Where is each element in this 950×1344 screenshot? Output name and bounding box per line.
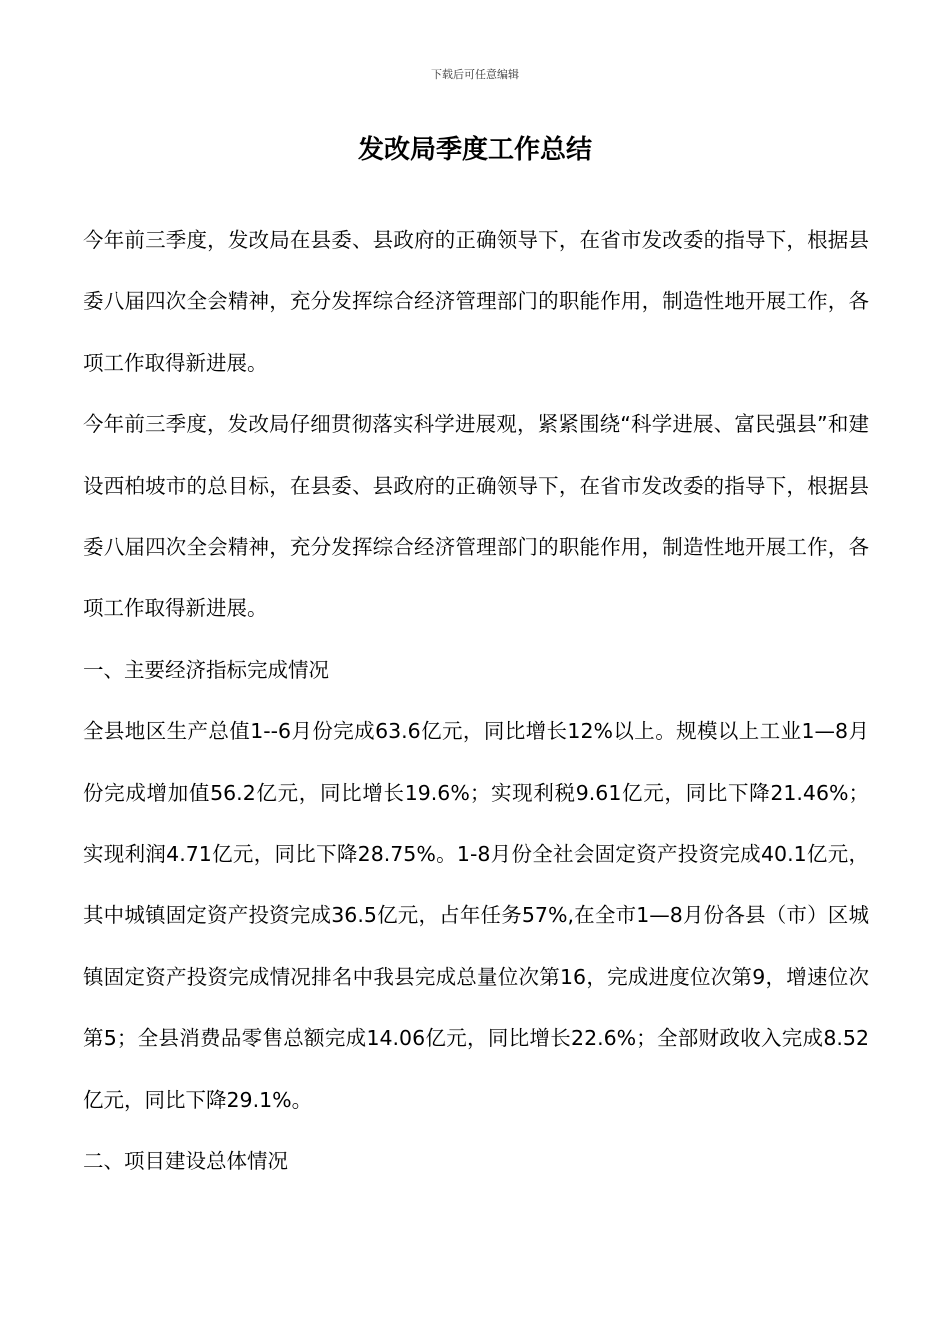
header-note: 下载后可任意编辑 [431,68,519,81]
document-body [83,210,869,1193]
section-heading-project-construction: 二、项目建设总体情况 [83,1149,288,1174]
paragraph-intro: 今年前三季度，发改局在县委、县政府的正确领导下，在省市发改委的指导下，根据县委八届四次全会精神，充分发挥综合经济管理部门的职能作用，制造性地开展工作，各项工作取得新进展。 [83,228,869,375]
document-title: 发改局季度工作总结 [357,135,592,165]
paragraph-economic-indicators: 全县地区生产总值1--6月份完成63.6亿元，同比增长12%以上。规模以上工业1—8月份完成增加值56.2亿元，同比增长19.6%；实现利税9.61亿元，同比下降21.46%；实现利润4.71亿元，同比下降28.75%。1-8月份全社会固定资产投资完成40.1亿元，其中城镇固定资产投资完成36.5亿元，占年任务57%,在全市1—8月份各县（市）区城镇固定资产投资完成情况排名中我县完成总量位次第16，完成进度位次第9，增速位次第5；全县消费品零售总额完成14.06亿元，同比增长22.6%；全部财政收入完成8.52亿元，同比下降29.1%。 [83,719,869,1112]
paragraph-overview: 今年前三季度，发改局仔细贯彻落实科学进展观，紧紧围绕“科学进展、富民强县”和建设西柏坡市的总目标，在县委、县政府的正确领导下，在省市发改委的指导下，根据县委八届四次全会精神，充分发挥综合经济管理部门的职能作用，制造性地开展工作，各项工作取得新进展。 [83,412,869,621]
section-heading-economic-indicators: 一、主要经济指标完成情况 [83,657,329,682]
